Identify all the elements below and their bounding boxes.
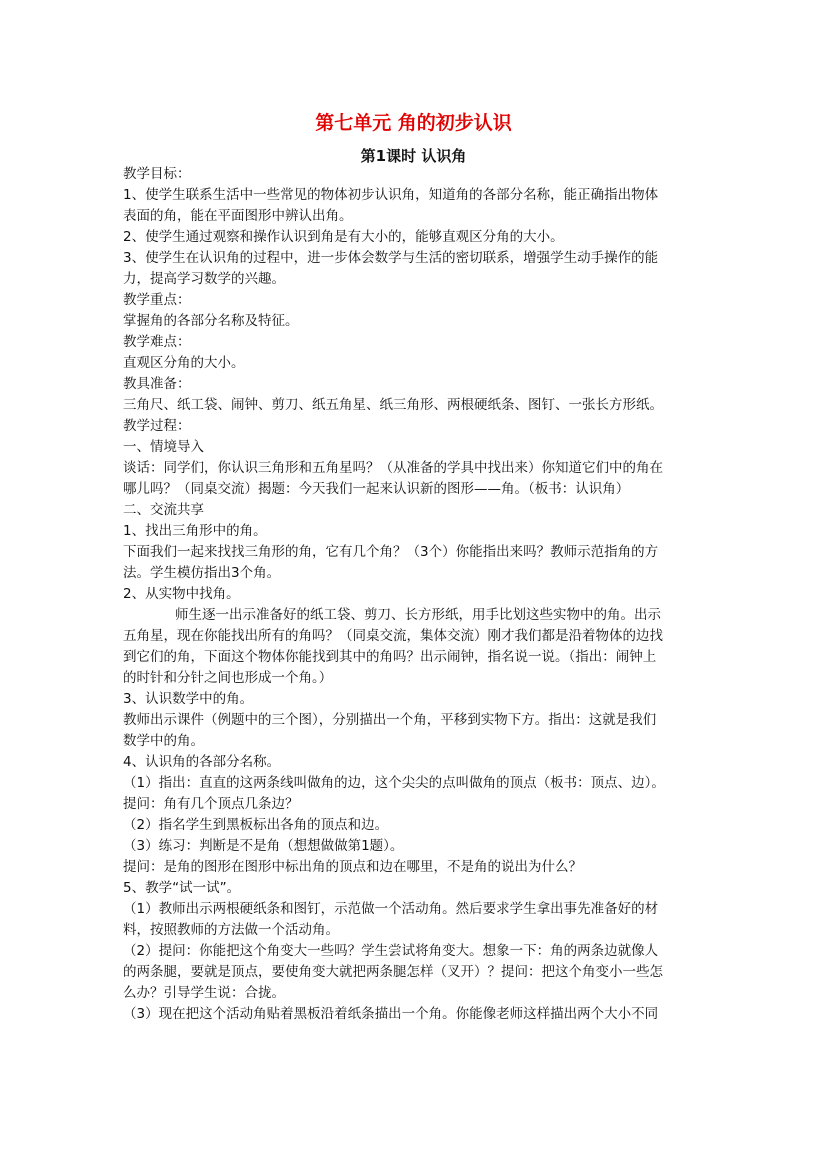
text-line: （1）指出：直直的这两条线叫做角的边，这个尖尖的点叫做角的顶点（板书：顶点、边）。: [123, 775, 665, 791]
text-line: 2、使学生通过观察和操作认识到角是有大小的，能够直观区分角的大小。: [123, 229, 564, 245]
text-line: 4、认识角的各部分名称。: [123, 754, 281, 770]
text-line: （3）现在把这个活动角贴着黑板沿着纸条描出一个角。你能像老师这样描出两个大小不同: [123, 1006, 659, 1022]
text-line: 到它们的角，下面这个物体你能找到其中的角吗？出示闹钟，指名说一说。（指出：闹钟上: [123, 649, 657, 665]
text-line: 教师出示课件（例题中的三个图），分别描出一个角，平移到实物下方。指出：这就是我们: [123, 712, 657, 728]
unit-title: 第七单元 角的初步认识: [315, 112, 512, 134]
lesson-subtitle: 第1课时 认识角: [360, 147, 467, 165]
text-line: 提问：是角的图形在图形中标出角的顶点和边在哪里，不是角的说出为什么？: [123, 859, 582, 875]
text-line: 师生逐一出示准备好的纸工袋、剪刀、长方形纸，用手比划这些实物中的角。出示: [175, 607, 661, 623]
text-line: （3）练习：判断是不是角（想想做做第1题）。: [123, 838, 404, 854]
text-line: 下面我们一起来找找三角形的角，它有几个角？（3个）你能指出来吗？教师示范指角的方: [123, 544, 659, 560]
text-line: 么办？引导学生说：合拢。: [123, 985, 285, 1001]
text-line: 教学难点：: [123, 334, 191, 350]
text-line: 表面的角，能在平面图形中辨认出角。: [123, 208, 353, 224]
text-line: （2）提问：你能把这个角变大一些吗？学生尝试将角变大。想象一下：角的两条边就像人: [123, 943, 659, 959]
text-line: 3、使学生在认识角的过程中，进一步体会数学与生活的密切联系，增强学生动手操作的能: [123, 250, 659, 266]
text-line: 教学目标：: [123, 166, 191, 182]
text-line: 哪儿吗？（同桌交流）揭题：今天我们一起来认识新的图形——角。（板书：认识角）: [123, 481, 630, 497]
text-line: 五角星，现在你能找出所有的角吗？（同桌交流，集体交流）刚才我们都是沿着物体的边找: [123, 628, 663, 644]
text-line: 力，提高学习数学的兴趣。: [123, 271, 285, 287]
text-line: （1）教师出示两根硬纸条和图钉，示范做一个活动角。然后要求学生拿出事先准备好的材: [123, 901, 659, 917]
text-line: 提问：角有几个顶点几条边？: [123, 796, 299, 812]
text-line: 的时针和分针之间也形成一个角。）: [123, 670, 333, 686]
text-line: 谈话：同学们，你认识三角形和五角星吗？（从准备的学具中找出来）你知道它们中的角在: [123, 460, 663, 476]
text-line: 直观区分角的大小。: [123, 355, 245, 371]
text-line: 掌握角的各部分名称及特征。: [123, 313, 299, 329]
lesson-content: [123, 164, 715, 1025]
text-line: 的两条腿，要就是顶点，要使角变大就把两条腿怎样（叉开）？提问：把这个角变小一些怎: [123, 964, 663, 980]
text-line: 5、教学“试一试”。: [123, 880, 241, 896]
text-line: 2、从实物中找角。: [123, 586, 240, 602]
text-line: 1、找出三角形中的角。: [123, 523, 267, 539]
text-line: 1、使学生联系生活中一些常见的物体初步认识角，知道角的各部分名称，能正确指出物体: [123, 187, 659, 203]
text-line: 教学重点：: [123, 292, 191, 308]
text-line: 3、认识数学中的角。: [123, 691, 254, 707]
text-line: 法。学生模仿指出3个角。: [123, 565, 281, 581]
text-line: 一、情境导入: [123, 439, 204, 455]
text-line: 教具准备：: [123, 376, 191, 392]
text-line: 三角尺、纸工袋、闹钟、剪刀、纸五角星、纸三角形、两根硬纸条、图钉、一张长方形纸。: [123, 397, 663, 413]
text-line: 教学过程：: [123, 418, 191, 434]
text-line: 料，按照教师的方法做一个活动角。: [123, 922, 339, 938]
text-line: 数学中的角。: [123, 733, 204, 749]
text-line: 二、交流共享: [123, 502, 204, 518]
text-line: （2）指名学生到黑板标出各角的顶点和边。: [123, 817, 389, 833]
